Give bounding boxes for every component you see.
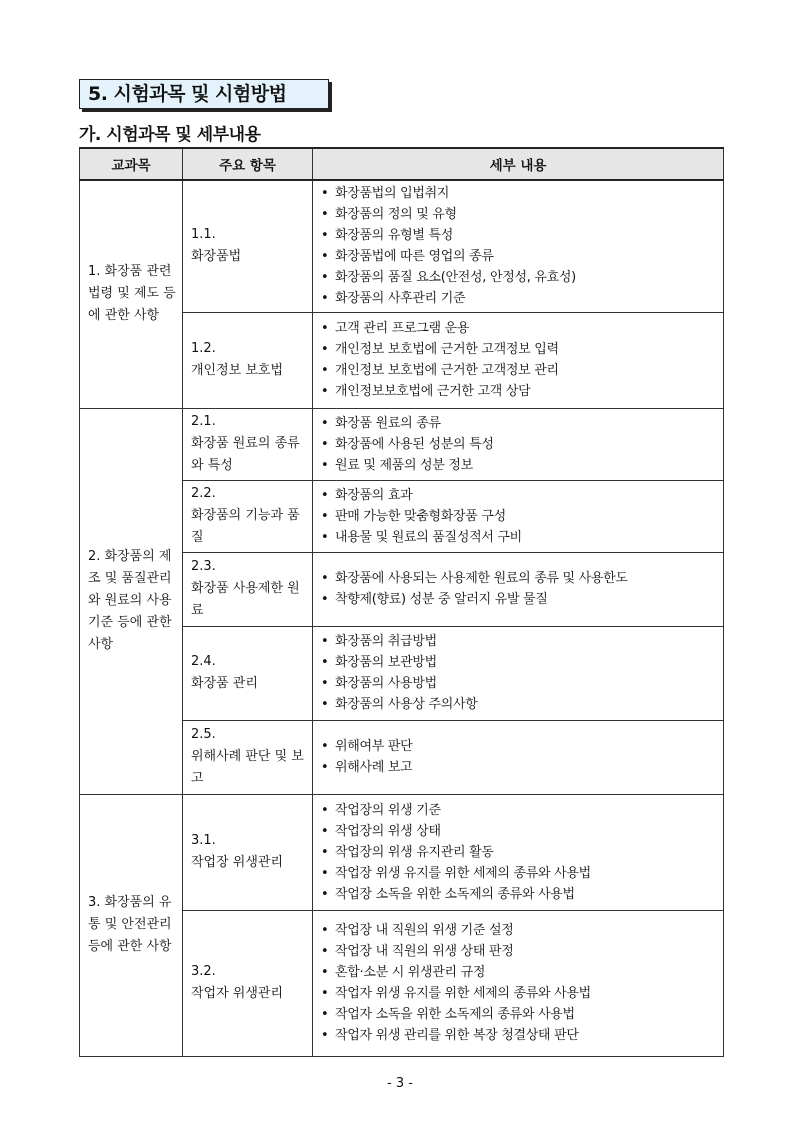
item-title: 개인정보 보호법 bbox=[191, 363, 284, 378]
item-number: 3.1. bbox=[191, 833, 216, 848]
detail-text: 화장품의 품질 요소(안전성, 안정성, 유효성) bbox=[335, 270, 576, 286]
main-item-cell bbox=[183, 180, 313, 312]
bullet-icon: • bbox=[321, 923, 329, 938]
item-title: 작업장 위생관리 bbox=[191, 855, 284, 870]
subject-cell: 3. 화장품의 유통 및 안전관리 등에 관한 사항 bbox=[80, 794, 183, 1056]
bullet-icon: • bbox=[321, 865, 329, 881]
details-list bbox=[321, 413, 717, 476]
bullet-icon: • bbox=[321, 270, 329, 286]
detail-text: 원료 및 제품의 성분 정보 bbox=[335, 457, 473, 473]
detail-text: 작업자 위생 관리를 위한 복장 청결상태 판단 bbox=[335, 1028, 579, 1043]
bullet-icon: • bbox=[321, 844, 329, 860]
table-header-row bbox=[80, 148, 724, 180]
page-number: - 3 - bbox=[387, 1076, 413, 1091]
list-item bbox=[321, 694, 717, 715]
main-item-cell bbox=[183, 720, 313, 794]
detail-text: 판매 가능한 맞춤형화장품 구성 bbox=[335, 508, 506, 524]
bullet-icon: • bbox=[321, 249, 329, 265]
detail-text: 착향제(향료) 성분 중 알러지 유발 물질 bbox=[335, 592, 548, 607]
list-item bbox=[321, 842, 717, 863]
details-list bbox=[321, 318, 717, 402]
subject-cell: 1. 화장품 관련 법령 및 제도 등에 관한 사항 bbox=[80, 180, 183, 408]
list-item bbox=[321, 884, 717, 905]
main-item-cell bbox=[183, 552, 313, 626]
list-item bbox=[321, 800, 717, 821]
bullet-icon: • bbox=[321, 457, 329, 473]
list-item bbox=[321, 288, 717, 309]
detail-text: 화장품법의 입법취지 bbox=[335, 186, 450, 202]
main-item-cell bbox=[183, 910, 313, 1056]
detail-text: 화장품의 유형별 특성 bbox=[335, 228, 453, 244]
detail-text: 화장품의 사용방법 bbox=[335, 676, 437, 691]
bullet-icon: • bbox=[321, 363, 329, 378]
detail-text: 내용물 및 원료의 품질성적서 구비 bbox=[335, 529, 522, 545]
details-list bbox=[321, 920, 717, 1046]
bullet-icon: • bbox=[321, 634, 329, 649]
bullet-icon: • bbox=[321, 986, 329, 1001]
detail-text: 개인정보보호법에 근거한 고객 상담 bbox=[335, 384, 531, 399]
main-item-cell bbox=[183, 794, 313, 910]
details-cell bbox=[313, 794, 724, 910]
details-cell bbox=[313, 408, 724, 480]
detail-text: 작업장 소독을 위한 소독제의 종류와 사용법 bbox=[335, 886, 575, 902]
list-item bbox=[321, 652, 717, 673]
item-number: 1.1. bbox=[191, 227, 216, 243]
bullet-icon: • bbox=[321, 384, 329, 399]
details-cell bbox=[313, 480, 724, 552]
list-item bbox=[321, 318, 717, 339]
detail-text: 작업장의 위생 기준 bbox=[335, 802, 441, 818]
detail-text: 화장품의 정의 및 유형 bbox=[335, 207, 457, 223]
item-title: 위해사례 판단 및 보고 bbox=[191, 749, 304, 786]
list-item bbox=[321, 962, 717, 983]
list-item bbox=[321, 589, 717, 610]
list-item bbox=[321, 863, 717, 884]
main-item-cell bbox=[183, 626, 313, 720]
table-body bbox=[80, 180, 724, 1056]
detail-text: 화장품의 사용상 주의사항 bbox=[335, 697, 478, 712]
detail-text: 개인정보 보호법에 근거한 고객정보 관리 bbox=[335, 363, 559, 378]
list-item bbox=[321, 204, 717, 225]
item-title: 화장품 관리 bbox=[191, 676, 258, 691]
list-item bbox=[321, 821, 717, 842]
bullet-icon: • bbox=[321, 965, 329, 980]
detail-text: 작업장 위생 유지를 위한 세제의 종류와 사용법 bbox=[335, 865, 591, 881]
detail-text: 위해여부 판단 bbox=[335, 739, 413, 754]
list-item bbox=[321, 246, 717, 267]
item-number: 3.2. bbox=[191, 964, 216, 979]
bullet-icon: • bbox=[321, 207, 329, 223]
bullet-icon: • bbox=[321, 592, 329, 607]
list-item bbox=[321, 485, 717, 506]
table-row bbox=[80, 794, 724, 910]
detail-text: 화장품의 취급방법 bbox=[335, 634, 437, 649]
details-list bbox=[321, 183, 717, 309]
detail-text: 개인정보 보호법에 근거한 고객정보 입력 bbox=[335, 342, 559, 357]
bullet-icon: • bbox=[321, 529, 329, 545]
bullet-icon: • bbox=[321, 697, 329, 712]
bullet-icon: • bbox=[321, 1028, 329, 1043]
header-main-item: 주요 항목 bbox=[183, 148, 313, 180]
list-item bbox=[321, 413, 717, 434]
details-list bbox=[321, 800, 717, 905]
detail-text: 작업자 위생 유지를 위한 세제의 종류와 사용법 bbox=[335, 986, 591, 1001]
detail-text: 작업장 내 직원의 위생 기준 설정 bbox=[335, 923, 514, 938]
bullet-icon: • bbox=[321, 291, 329, 307]
list-item bbox=[321, 527, 717, 548]
bullet-icon: • bbox=[321, 436, 329, 452]
details-cell bbox=[313, 552, 724, 626]
bullet-icon: • bbox=[321, 487, 329, 503]
bullet-icon: • bbox=[321, 342, 329, 357]
list-item bbox=[321, 1004, 717, 1025]
bullet-icon: • bbox=[321, 1007, 329, 1022]
list-item bbox=[321, 673, 717, 694]
bullet-icon: • bbox=[321, 823, 329, 839]
item-number: 2.1. bbox=[191, 414, 216, 429]
list-item bbox=[321, 183, 717, 204]
details-cell bbox=[313, 720, 724, 794]
details-list bbox=[321, 568, 717, 610]
bullet-icon: • bbox=[321, 571, 329, 586]
details-list bbox=[321, 736, 717, 778]
details-cell bbox=[313, 910, 724, 1056]
list-item bbox=[321, 920, 717, 941]
list-item bbox=[321, 983, 717, 1004]
detail-text: 화장품에 사용되는 사용제한 원료의 종류 및 사용한도 bbox=[335, 571, 628, 586]
subject-cell: 2. 화장품의 제조 및 품질관리와 원료의 사용기준 등에 관한 사항 bbox=[80, 408, 183, 794]
subsection-title: 가. 시험과목 및 세부내용 bbox=[79, 125, 261, 145]
item-number: 2.4. bbox=[191, 654, 216, 669]
item-title: 작업자 위생관리 bbox=[191, 986, 284, 1001]
detail-text: 작업장의 위생 상태 bbox=[335, 823, 441, 839]
list-item bbox=[321, 757, 717, 778]
list-item bbox=[321, 381, 717, 402]
detail-text: 화장품에 사용된 성분의 특성 bbox=[335, 436, 494, 452]
bullet-icon: • bbox=[321, 228, 329, 244]
list-item bbox=[321, 941, 717, 962]
details-list bbox=[321, 631, 717, 715]
list-item bbox=[321, 506, 717, 527]
bullet-icon: • bbox=[321, 886, 329, 902]
table-row bbox=[80, 180, 724, 312]
details-cell bbox=[313, 312, 724, 408]
detail-text: 화장품의 사후관리 기준 bbox=[335, 291, 466, 307]
list-item bbox=[321, 434, 717, 455]
item-title: 화장품 사용제한 원료 bbox=[191, 581, 300, 618]
detail-text: 혼합·소분 시 위생관리 규정 bbox=[335, 965, 486, 980]
detail-text: 화장품 원료의 종류 bbox=[335, 415, 441, 431]
bullet-icon: • bbox=[321, 186, 329, 202]
list-item bbox=[321, 631, 717, 652]
header-details: 세부 내용 bbox=[313, 148, 724, 180]
table-row bbox=[80, 408, 724, 480]
detail-text: 화장품법에 따른 영업의 종류 bbox=[335, 249, 494, 265]
list-item bbox=[321, 455, 717, 476]
item-title: 화장품법 bbox=[191, 249, 242, 265]
details-cell bbox=[313, 180, 724, 312]
item-number: 1.2. bbox=[191, 341, 216, 356]
header-subject: 교과목 bbox=[80, 148, 183, 180]
bullet-icon: • bbox=[321, 508, 329, 524]
list-item bbox=[321, 1025, 717, 1046]
list-item bbox=[321, 568, 717, 589]
list-item bbox=[321, 339, 717, 360]
detail-text: 화장품의 보관방법 bbox=[335, 655, 437, 670]
list-item bbox=[321, 267, 717, 288]
detail-text: 작업장 내 직원의 위생 상태 판정 bbox=[335, 944, 514, 959]
bullet-icon: • bbox=[321, 676, 329, 691]
list-item bbox=[321, 736, 717, 757]
main-item-cell bbox=[183, 312, 313, 408]
detail-text: 위해사례 보고 bbox=[335, 760, 413, 775]
item-title: 화장품의 기능과 품질 bbox=[191, 508, 300, 545]
details-list bbox=[321, 485, 717, 548]
bullet-icon: • bbox=[321, 739, 329, 754]
list-item bbox=[321, 225, 717, 246]
item-number: 2.2. bbox=[191, 486, 216, 501]
main-item-cell bbox=[183, 480, 313, 552]
bullet-icon: • bbox=[321, 802, 329, 818]
section-title: 5. 시험과목 및 시험방법 bbox=[79, 79, 329, 109]
main-item-cell bbox=[183, 408, 313, 480]
item-number: 2.5. bbox=[191, 727, 216, 742]
bullet-icon: • bbox=[321, 321, 329, 336]
item-number: 2.3. bbox=[191, 559, 216, 574]
bullet-icon: • bbox=[321, 760, 329, 775]
bullet-icon: • bbox=[321, 944, 329, 959]
list-item bbox=[321, 360, 717, 381]
exam-subjects-table bbox=[79, 147, 724, 1057]
detail-text: 화장품의 효과 bbox=[335, 487, 413, 503]
detail-text: 작업장의 위생 유지관리 활동 bbox=[335, 844, 494, 860]
item-title: 화장품 원료의 종류와 특성 bbox=[191, 436, 300, 473]
bullet-icon: • bbox=[321, 655, 329, 670]
bullet-icon: • bbox=[321, 415, 329, 431]
detail-text: 작업자 소독을 위한 소독제의 종류와 사용법 bbox=[335, 1007, 575, 1022]
detail-text: 고객 관리 프로그램 운용 bbox=[335, 321, 470, 336]
details-cell bbox=[313, 626, 724, 720]
